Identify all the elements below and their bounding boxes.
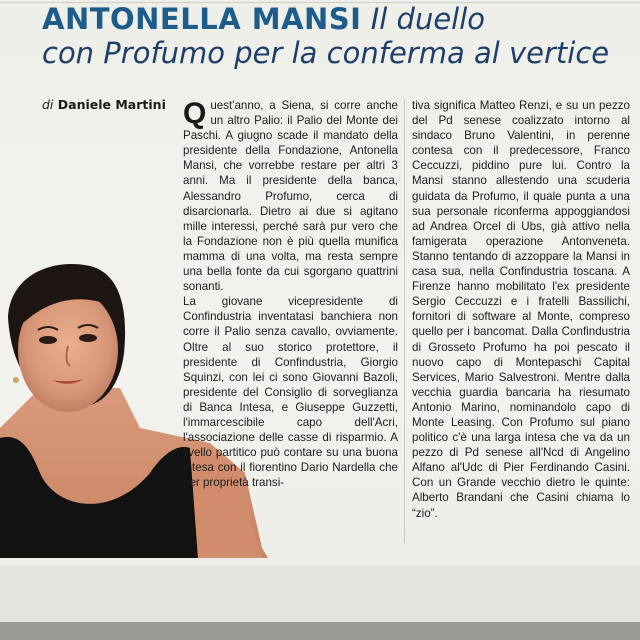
column-divider [404, 98, 405, 543]
drop-cap: Q [183, 97, 207, 130]
headline-rest: Il duello [370, 2, 486, 36]
page-edge-shadow [0, 622, 640, 640]
article-paragraph: tiva significa Matteo Renzi, e su un pezzo del Pd senese coalizzato intorno al sindaco Bruno Valentini, in perenne contesa con il predecessore, Franco Ceccuzzi, piddino pure lui. Contro la Mansi stanno allestendo una scuderia guidata da Profumo, il quale punta a una sua personale riconferma appoggiandosi ad Andrea Orcel di Ubs, già attivo nella famigerata operazione Antonveneta. Stanno tentando di azzoppare la Mansi in casa sua, nella Confindustria toscana. A Firenze hanno mobilitato l'ex presidente Sergio Ceccuzzi e i fratelli Bassilichi, fornitori di software al Monte, compreso quello per i bancomat. Dalla Confindustria di Grosseto Profumo ha poi pescato il nuovo capo di Montepaschi Capital Services, Mario Salvestroni. Mentre dalla vecchia guardia bancaria ha riesumato Antonio Marino, nominandolo capo di Monte Leasing. Con Profumo sul piano politico c'è una larga intesa che va da un pezzo di Pd senese all'Ncd di Angelino Alfano al'Udc di Pier Ferdinando Casini. Con un Grande vecchio dietro le quinte: Alberto Brandani che Casini chiama lo “zio”. [412, 99, 630, 520]
headline-name: ANTONELLA MANSI [42, 2, 362, 36]
headline-line2: con Profumo per la conferma al vertice [42, 36, 610, 70]
paragraph-text: uest'anno, a Siena, si corre anche un altro Palio: il Palio del Monte dei Paschi. A giugno scade il mandato della presidente della Fondazione, Antonella Mansi, che vorrebbe restare per altri 3 anni. Ma il presidente della banca, Alessandro Profumo, cerca di disarcionarla. Dietro ai due si agitano mille interessi, perché sarà pur vero che la Fondazione non è più quella munifica mamma di una volta, ma resta sempre una bella fonte da cui sgorgano quattrini sonanti. [183, 99, 398, 294]
byline-author: Daniele Martini [57, 97, 166, 112]
article-paragraph [183, 98, 398, 294]
article-column-2 [412, 98, 630, 521]
byline-prefix: di [42, 97, 54, 112]
byline [42, 97, 166, 112]
article-paragraph: La giovane vicepresidente di Confindustria inventatasi banchiera non corre il Palio senza cavallo, ovviamente. Oltre al suo storico protettore, il presidente di Confindustria, Giorgio Squinzi, con lei ci sono Giovanni Bazoli, presidente del Consiglio di sorveglianza di Banca Intesa, e Giuseppe Guzzetti, l'immarcescibile capo dell'Acri, l'associazione delle casse di risparmio. A livello partitico può contare su una buona intesa con il fiorentino Dario Nardella che per proprietà transi- [183, 295, 398, 490]
article-column-1 [183, 98, 398, 490]
headline [42, 2, 632, 70]
